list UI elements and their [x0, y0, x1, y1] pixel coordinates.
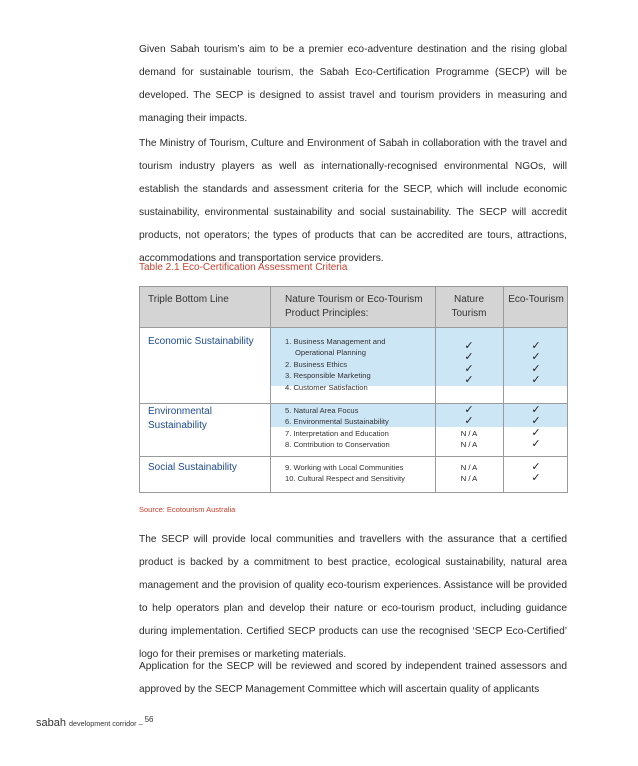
check-icon: ✓: [531, 351, 541, 364]
paragraph-intro: Given Sabah tourism’s aim to be a premier eco-adventure destination and the rising global demand for sustainable tourism, the Sabah Eco-Certification Programme (SECP) will be developed. The SECP is designed to assist travel and tourism providers in measuring and managing their impacts.: [139, 44, 567, 124]
check-icon: ✓: [531, 374, 541, 387]
list-item: 9. Working with Local Communities: [285, 463, 404, 472]
list-item: 6. Environmental Sustainability: [285, 417, 389, 427]
paragraph-assurance: The SECP will provide local communities and travellers with the assurance that a certified product is backed by a commitment to best practice, ecological sustainability, natural area management and the provision of quality eco-tourism experiences. Assistance will be provided to help operators plan and develop their nature or eco-tourism product, including guidance during implementation. Certified SECP products can use the recognised ‘SECP Eco-Certified’ logo for their premises or marketing materials.: [139, 534, 567, 660]
not-applicable-label: N / A: [460, 440, 478, 450]
list-item: 3. Responsible Marketing: [285, 371, 371, 381]
table-divider-3: [503, 286, 504, 493]
table-divider-1: [270, 286, 271, 493]
check-icon: ✓: [464, 351, 474, 364]
header-principles: Nature Tourism or Eco-Tourism Product Principles:: [285, 294, 423, 319]
check-icon: ✓: [531, 438, 541, 451]
not-applicable-label: N / A: [460, 428, 478, 438]
list-item: 8. Contribution to Conservation: [285, 440, 390, 450]
paragraph-application: Application for the SECP will be reviewed and scored by independent trained assessors and approved by the SECP Management Committee which will ascertain quality of applicants: [139, 661, 567, 695]
check-icon: ✓: [464, 404, 474, 416]
header-eco-tourism: Eco-Tourism: [508, 294, 564, 305]
category-social: Social Sustainability: [148, 462, 237, 473]
not-applicable-label: N / A: [460, 463, 478, 472]
header-nature-tourism: Nature Tourism: [451, 294, 487, 319]
check-icon: ✓: [531, 426, 541, 439]
eco-marks-economic: [505, 341, 567, 387]
header-triple-bottom-line: Triple Bottom Line: [148, 294, 229, 305]
list-item: Operational Planning: [295, 348, 366, 358]
not-applicable-label: N / A: [460, 474, 478, 484]
list-item: 4. Customer Satisfaction: [285, 382, 368, 392]
paragraph-ministry: The Ministry of Tourism, Culture and Environment of Sabah in collaboration with the travel and tourism industry players as well as internationally-recognised environmental NGOs, will establish the standards and assessment criteria for the SECP, which will include economic sustainability, environmental sustainability and social sustainability. The SECP will accredit products, not operators; the types of products that can be accredited are tours, attractions, accommodations and transportation service providers.: [139, 138, 567, 264]
check-icon: ✓: [531, 362, 541, 375]
table-border-right: [567, 286, 568, 493]
table-source: Source: Ecotourism Australia: [139, 505, 236, 514]
category-economic: Economic Sustainability: [148, 336, 254, 347]
check-icon: ✓: [531, 415, 541, 428]
assessment-criteria-table: [139, 286, 568, 493]
footer-brand: sabah: [36, 717, 66, 729]
check-icon: ✓: [464, 340, 474, 352]
check-icon: ✓: [531, 461, 541, 473]
table-border-left: [139, 286, 140, 493]
eco-marks-social: [505, 462, 567, 485]
check-icon: ✓: [464, 374, 474, 387]
footer-subtitle: development corridor: [69, 719, 137, 728]
check-icon: ✓: [464, 415, 474, 428]
list-item: 2. Business Ethics: [285, 359, 348, 369]
nature-marks-economic: [439, 341, 499, 387]
list-item: 1. Business Management and: [285, 337, 386, 346]
table-caption: Table 2.1 Eco-Certification Assessment Criteria: [139, 262, 348, 273]
items-environmental: [285, 405, 390, 451]
eco-marks-environmental: [505, 405, 567, 451]
items-economic: [285, 336, 385, 393]
list-item: 7. Interpretation and Education: [285, 428, 389, 438]
check-icon: ✓: [531, 472, 541, 485]
check-icon: ✓: [531, 340, 541, 352]
category-environmental: Environmental Sustainability: [148, 406, 212, 431]
nature-marks-social: [439, 462, 499, 485]
list-item: 5. Natural Area Focus: [285, 406, 359, 415]
table-divider-2: [435, 286, 436, 493]
page-footer: sabah development corridor – $^{56}$: [36, 715, 154, 729]
nature-marks-environmental: [439, 405, 499, 451]
items-social: [285, 462, 405, 485]
check-icon: ✓: [531, 404, 541, 416]
page-number: 56: [144, 715, 154, 724]
check-icon: ✓: [464, 362, 474, 375]
list-item: 10. Cultural Respect and Sensitivity: [285, 474, 405, 484]
